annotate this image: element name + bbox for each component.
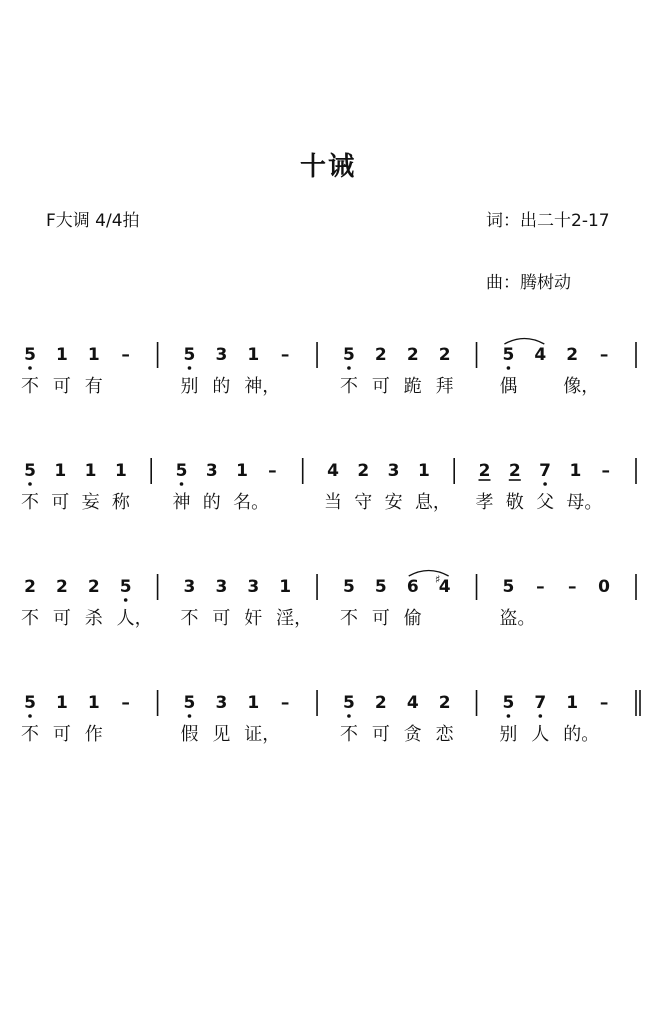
lyric-syllable: 称 <box>111 492 130 513</box>
jianpu-note: 5 <box>119 577 132 597</box>
slur-tie <box>504 339 544 345</box>
jianpu-note: 5 <box>343 693 355 713</box>
lyric-syllable: 的 <box>202 492 221 513</box>
jianpu-note: 1 <box>84 461 97 481</box>
low-octave-dot <box>28 482 32 486</box>
song-title: 十诫 <box>299 152 356 182</box>
jianpu-note: 5 <box>183 693 196 713</box>
jianpu-note: 1 <box>247 693 260 713</box>
lyric-syllable: 可 <box>51 492 70 513</box>
score-system-1 <box>0 334 656 414</box>
jianpu-note: 2 <box>478 461 491 481</box>
lyric-syllable: 杀 <box>84 608 103 629</box>
jianpu-note: 1 <box>55 345 68 365</box>
jianpu-note: 5 <box>24 693 36 713</box>
lyric-syllable: 偷 <box>403 608 422 629</box>
low-octave-dot <box>28 366 32 370</box>
jianpu-note: 7 <box>534 693 547 713</box>
jianpu-note: 5 <box>374 577 387 597</box>
score-system-4-svg <box>0 682 656 762</box>
key-and-time-signature: F大调 4/4拍 <box>46 211 140 231</box>
jianpu-note: 3 <box>247 577 260 597</box>
lyric-syllable: 安 <box>384 492 403 513</box>
lyric-syllable: 孝 <box>475 492 494 513</box>
low-octave-dot <box>347 714 351 718</box>
lyric-syllable: 假 <box>180 724 199 745</box>
jianpu-note: 1 <box>417 461 430 481</box>
jianpu-note: 4 <box>406 693 419 713</box>
jianpu-note: 3 <box>183 577 196 597</box>
lyric-syllable: 的 <box>212 376 231 397</box>
lyric-syllable: 恋 <box>435 724 454 745</box>
lyric-syllable: 贪 <box>403 724 422 745</box>
jianpu-note: 1 <box>247 345 260 365</box>
lyric-syllable: 敬 <box>505 492 524 513</box>
score-system-2-svg <box>0 450 656 530</box>
lyric-syllable: 作 <box>84 724 103 745</box>
lyric-syllable: 有 <box>84 376 103 397</box>
low-octave-dot <box>347 366 351 370</box>
lyric-syllable: 偶 <box>499 376 518 397</box>
jianpu-note: 5 <box>502 345 515 365</box>
jianpu-note: 1 <box>569 461 582 481</box>
jianpu-note: – <box>280 345 290 365</box>
lyric-syllable: 可 <box>371 608 390 629</box>
lyric-syllable: 可 <box>212 608 231 629</box>
low-octave-dot <box>507 366 511 370</box>
score-system-1-svg <box>0 334 656 414</box>
lyric-syllable: 奸 <box>244 608 263 629</box>
jianpu-note: 5 <box>502 693 515 713</box>
jianpu-note: 5 <box>175 461 188 481</box>
low-octave-dot <box>28 714 32 718</box>
low-octave-dot <box>507 714 511 718</box>
jianpu-note: 2 <box>24 577 36 597</box>
lyric-syllable: 不 <box>339 724 358 745</box>
jianpu-note: 6 <box>406 577 419 597</box>
jianpu-note: 1 <box>87 693 100 713</box>
score-system-3 <box>0 566 656 646</box>
lyric-syllable: 像， <box>563 376 600 397</box>
lyricist-credit: 词：出二十2-17 <box>486 211 610 231</box>
jianpu-note: 1 <box>87 345 100 365</box>
jianpu-note: – <box>536 577 545 597</box>
jianpu-note: 1 <box>279 577 292 597</box>
jianpu-note: 0 <box>598 577 611 597</box>
lyric-syllable: 跪 <box>403 376 422 397</box>
jianpu-note: 4 <box>327 461 339 481</box>
lyric-syllable: 人 <box>531 724 550 745</box>
jianpu-note: 3 <box>215 693 228 713</box>
lyric-syllable: 神 <box>172 492 191 513</box>
jianpu-note: 3 <box>205 461 218 481</box>
lyric-syllable: 妄 <box>81 492 100 513</box>
jianpu-note: 1 <box>236 461 249 481</box>
lyric-syllable: 不 <box>21 492 39 513</box>
jianpu-note: 5 <box>343 345 355 365</box>
lyric-syllable: 人， <box>116 608 153 629</box>
lyric-syllable: 可 <box>52 724 71 745</box>
jianpu-note: 5 <box>183 345 196 365</box>
jianpu-note: 2 <box>438 693 451 713</box>
lyric-syllable: 不 <box>180 608 199 629</box>
jianpu-note: 1 <box>55 693 68 713</box>
low-octave-dot <box>188 714 192 718</box>
low-octave-dot <box>539 714 543 718</box>
composer-credit: 曲：腾树动 <box>486 273 571 293</box>
jianpu-note: – <box>268 461 277 481</box>
jianpu-note: 2 <box>566 345 579 365</box>
jianpu-note: 2 <box>357 461 370 481</box>
jianpu-note: 3 <box>215 577 228 597</box>
lyric-syllable: 淫， <box>276 608 313 629</box>
lyric-syllable: 神， <box>244 376 281 397</box>
lyric-syllable: 不 <box>21 724 39 745</box>
low-octave-dot <box>180 482 184 486</box>
jianpu-note: – <box>601 461 610 481</box>
jianpu-note: 1 <box>566 693 579 713</box>
lyric-syllable: 不 <box>21 376 39 397</box>
jianpu-note: 5 <box>502 577 515 597</box>
jianpu-note: 2 <box>406 345 419 365</box>
jianpu-note: 2 <box>55 577 68 597</box>
sharp-sign: ♯ <box>434 573 441 586</box>
lyric-syllable: 息， <box>414 492 451 513</box>
low-octave-dot <box>124 598 128 602</box>
jianpu-note: – <box>121 693 130 713</box>
jianpu-note: – <box>599 693 609 713</box>
jianpu-note: 4 <box>534 345 547 365</box>
score-system-3-svg <box>0 566 656 646</box>
jianpu-note: 4 <box>438 577 451 597</box>
jianpu-note: 1 <box>54 461 67 481</box>
jianpu-note: 5 <box>343 577 355 597</box>
lyric-syllable: 守 <box>354 492 373 513</box>
lyric-syllable: 母。 <box>566 492 603 513</box>
jianpu-note: 5 <box>24 345 36 365</box>
lyric-syllable: 不 <box>339 376 358 397</box>
lyric-syllable: 名。 <box>233 492 270 513</box>
score-system-4 <box>0 682 656 762</box>
jianpu-note: 1 <box>114 461 127 481</box>
lyric-syllable: 父 <box>536 492 555 513</box>
jianpu-note: 2 <box>438 345 451 365</box>
lyric-syllable: 当 <box>324 492 342 513</box>
jianpu-note: 5 <box>24 461 36 481</box>
jianpu-note: – <box>599 345 609 365</box>
low-octave-dot <box>543 482 547 486</box>
jianpu-note: – <box>567 577 577 597</box>
jianpu-note: 2 <box>87 577 100 597</box>
slur-tie <box>409 571 449 577</box>
lyric-syllable: 别 <box>499 724 518 745</box>
score-system-2 <box>0 450 656 530</box>
jianpu-note: 2 <box>508 461 521 481</box>
low-octave-dot <box>188 366 192 370</box>
lyric-syllable: 拜 <box>435 376 454 397</box>
lyric-syllable: 盗。 <box>499 608 536 629</box>
jianpu-note: 2 <box>374 693 387 713</box>
lyric-syllable: 的。 <box>563 724 600 745</box>
jianpu-note: – <box>121 345 130 365</box>
jianpu-note: 7 <box>539 461 552 481</box>
lyric-syllable: 可 <box>52 376 71 397</box>
lyric-syllable: 可 <box>371 724 390 745</box>
lyric-syllable: 不 <box>21 608 39 629</box>
lyric-syllable: 可 <box>52 608 71 629</box>
lyric-syllable: 可 <box>371 376 390 397</box>
jianpu-note: 3 <box>215 345 228 365</box>
jianpu-note: 2 <box>374 345 387 365</box>
lyric-syllable: 不 <box>339 608 358 629</box>
jianpu-note: – <box>280 693 290 713</box>
lyric-syllable: 别 <box>180 376 199 397</box>
lyric-syllable: 见 <box>212 724 231 745</box>
jianpu-note: 3 <box>387 461 400 481</box>
lyric-syllable: 证， <box>244 724 281 745</box>
